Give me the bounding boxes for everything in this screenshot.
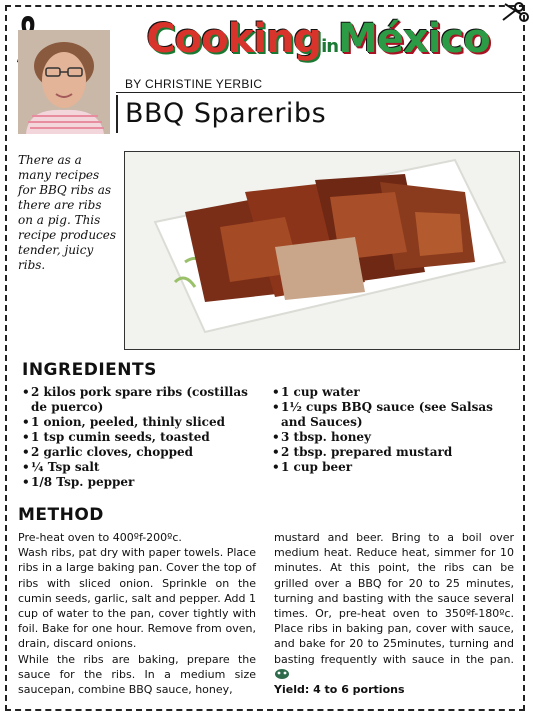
ribs-photo: [124, 151, 520, 350]
masthead-word-mexico: México: [338, 16, 490, 62]
author-photo: [18, 30, 110, 134]
method-paragraph: Wash ribs, pat dry with paper towels. Place ribs in a large baking pan. Cover the top of ribs with sliced onion. Sprinkle on the cumin seeds, garlic, salt and pepper. Add 1 cup of water to the pan, cover tightly with foil. Bake for one hour. Remove from oven, drain, discard onions.: [18, 546, 256, 651]
ingredient-item: • 3 tbsp. honey: [272, 430, 518, 445]
recipe-title: BBQ Spareribs: [125, 98, 327, 129]
ingredient-item: • 2 tbsp. prepared mustard: [272, 445, 518, 460]
method-paragraph: mustard and beer. Bring to a boil over medium heat. Reduce heat, simmer for 10 minutes. At this point, the ribs can be grilled over a BBQ for 20 to 25 minutes, turning and basting with the sauce several times. Or, pre-heat oven to 350ºf-180ºc. Place ribs in baking pan, cover with sauce, and bake for 20 to 25minutes, turning and basting frequently with sauce in the pan.: [274, 531, 514, 666]
ingredient-item: • 1 cup water: [272, 385, 518, 400]
title-accent-bar: [116, 95, 118, 133]
recipe-yield: Yield: 4 to 6 portions: [274, 683, 405, 697]
ingredients-list-left: [22, 385, 256, 490]
ingredient-item: • 1 cup beer: [272, 460, 518, 475]
cactus-end-icon: [274, 668, 290, 680]
masthead-word-in: in: [321, 36, 339, 57]
method-paragraph: While the ribs are baking, prepare the sauce for the ribs. In a medium size saucepan, combine BBQ sauce, honey,: [18, 652, 256, 697]
masthead-logo: [112, 12, 524, 74]
ingredient-item: • 1 tsp cumin seeds, toasted: [22, 430, 256, 445]
recipe-intro: There as a many recipes for BBQ ribs as there are ribs on a pig. This recipe produces tender, juicy ribs.: [18, 153, 117, 272]
method-column-right: [274, 530, 514, 697]
ingredients-list-right: [272, 385, 518, 475]
byline-divider: [116, 92, 522, 93]
ingredient-item: • 1 onion, peeled, thinly sliced: [22, 415, 256, 430]
ingredient-item: • ¼ Tsp salt: [22, 460, 256, 475]
ingredient-item: • 2 kilos pork spare ribs (costillas de puerco): [22, 385, 256, 415]
method-column-left: [18, 530, 256, 697]
ingredient-item: • 2 garlic cloves, chopped: [22, 445, 256, 460]
ingredient-item: • 1/8 Tsp. pepper: [22, 475, 256, 490]
method-heading: METHOD: [18, 505, 104, 525]
byline: BY CHRISTINE YERBIC: [125, 77, 263, 91]
masthead-word-cooking: Cooking: [146, 16, 322, 62]
ingredient-item: • 1½ cups BBQ sauce (see Salsas and Sauces): [272, 400, 518, 430]
ingredients-heading: INGREDIENTS: [22, 360, 157, 380]
method-paragraph: Pre-heat oven to 400ºf-200ºc.: [18, 531, 182, 544]
